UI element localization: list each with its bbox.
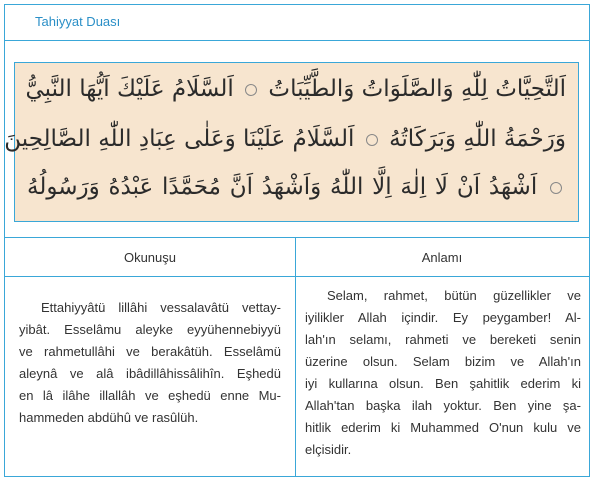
text-line: yibât. Esselâmu aleyke eyyühennebiyyü — [19, 322, 281, 337]
arabic-line-3 — [27, 167, 566, 207]
text-line: Ettahiyyâtü lillâhi vessalavâtü vettay- — [41, 300, 281, 315]
text-line: hammeden abdühû ve rasûlüh. — [19, 410, 199, 425]
title-bar — [5, 5, 589, 41]
verse-separator-icon — [366, 134, 378, 146]
text-line: aleynâ ve alâ ibâdillâhissâlihîn. Eşhedü — [19, 366, 281, 381]
verse-separator-icon — [245, 84, 257, 96]
okunusu-header: Okunuşu — [123, 249, 177, 265]
text-line: Selam, rahmet, bütün güzellikler ve — [327, 288, 581, 303]
arabic-line-1 — [27, 69, 566, 109]
arabic-phrase: اَلتَّحِيَّاتُ لِلّٰهِ وَالصَّلَوَاتُ وَالطَّيِّبَاتُ — [268, 76, 566, 102]
column-divider — [295, 238, 296, 476]
anlami-text — [305, 273, 581, 461]
page-title: Tahiyyat Duası — [35, 14, 121, 29]
anlami-header: Anlamı — [421, 249, 463, 265]
verse-separator-icon — [550, 182, 562, 194]
text-line: lah'ın selamı, rahmeti ve bereketi senin — [305, 332, 581, 347]
text-line: elçisidir. — [305, 442, 352, 457]
text-line: iyi kullarına olsun. Ben şahitlik ederim ki — [305, 376, 581, 391]
arabic-phrase: اَشْهَدُ اَنْ لَا اِلٰهَ اِلَّا اللّٰهُ وَاَشْهَدُ اَنَّ مُحَمَّدًا عَبْدُهُ وَرَسُولُهُ — [27, 174, 538, 200]
prayer-card — [4, 4, 590, 477]
text-line: Allah'tan başka ilah yoktur. Ben yine şa- — [305, 398, 581, 413]
arabic-text-box — [4, 62, 579, 222]
text-line: hitlik ederim ki Muhammed O'nun kulu ve — [305, 420, 581, 435]
okunusu-text — [19, 297, 281, 429]
arabic-line-2 — [4, 119, 566, 159]
arabic-phrase: وَرَحْمَةُ اللّٰهِ وَبَرَكَاتُهُ — [389, 126, 566, 152]
text-line: üzerine olsun. Selam bizim ve Allah'ın — [305, 354, 581, 369]
arabic-phrase: اَلسَّلَامُ عَلَيْكَ اَيُّهَا النَّبِيُّ — [25, 76, 234, 102]
text-line: iyilikler Allah içindir. Ey peygamber! Al- — [305, 310, 581, 325]
arabic-phrase: اَلسَّلَامُ عَلَيْنَا وَعَلٰى عِبَادِ اللّٰهِ الصَّالِحِينَ — [4, 126, 355, 152]
text-line: ve rahmetullâhi ve berakâtüh. Esselâmü — [19, 344, 281, 359]
text-line: en lâ ilâhe illallâh ve eşhedü enne Mu- — [19, 388, 281, 403]
